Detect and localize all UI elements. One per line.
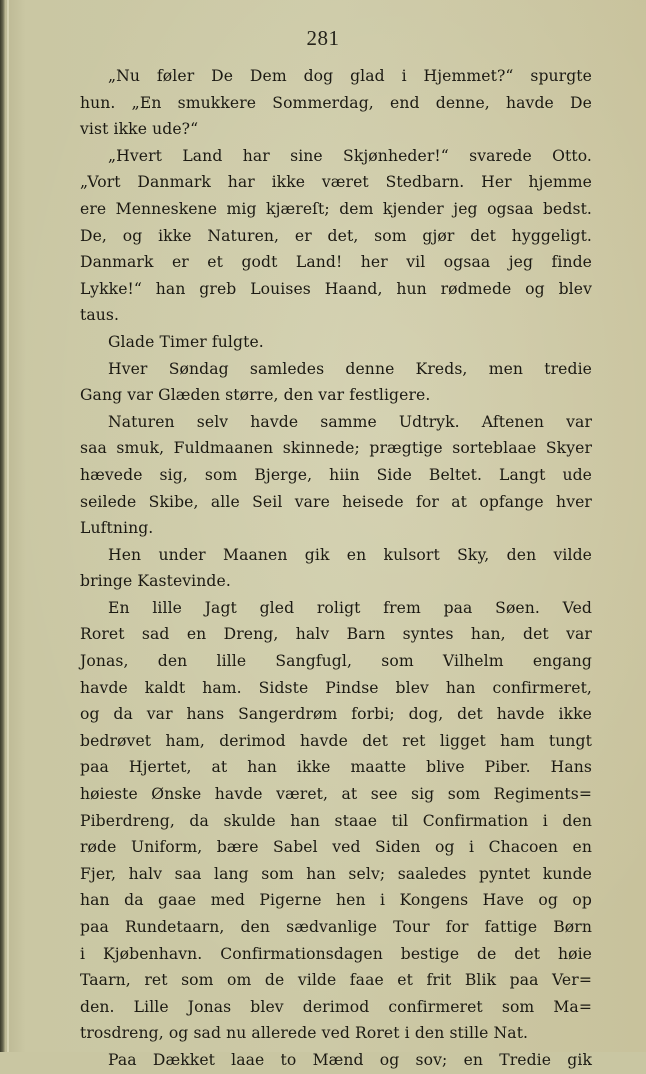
text-line: taus. (80, 306, 120, 325)
text-line: „Hvert Land har sine Skjønheder!“ svarede Otto. (108, 146, 592, 165)
text-line: „Vort Danmark har ikke været Stedbarn. Her hjemme (80, 173, 592, 192)
text-line: hævede sig, som Bjerge, hiin Side Beltet. Langt ude (80, 465, 592, 484)
text-line: Hver Søndag samledes denne Kreds, men tredie (108, 359, 592, 378)
page-edge-highlight (7, 0, 9, 1052)
text-line: saa smuk, Fuldmaanen skinnede; prægtige sorteblaae Skyer (80, 439, 592, 458)
text-line: En lille Jagt gled roligt frem paa Søen. Ved (108, 598, 592, 617)
text-line: Lykke!“ han greb Louises Haand, hun rødmede og blev (80, 279, 592, 298)
body-text (80, 63, 592, 1074)
text-line: Naturen selv havde samme Udtryk. Aftenen var (108, 412, 592, 431)
text-line: Taarn, ret som om de vilde faae et frit Blik paa Ver= (80, 971, 592, 990)
paragraph (80, 595, 592, 1047)
page-number: 281 (306, 26, 340, 50)
text-line: og da var hans Sangerdrøm forbi; dog, det havde ikke (80, 705, 592, 724)
text-line: Danmark er et godt Land! her vil ogsaa jeg finde (80, 253, 592, 272)
text-line: Piberdreng, da skulde han staae til Confirmation i den (80, 811, 592, 830)
text-line: Glade Timer fulgte. (108, 332, 264, 351)
text-line: bedrøvet ham, derimod havde det ret ligget ham tungt (80, 731, 592, 750)
book-binding-edge (0, 0, 5, 1052)
text-line: trosdreng, og sad nu allerede ved Roret i den stille Nat. (80, 1024, 529, 1043)
text-line: Fjer, halv saa lang som han selv; saaledes pyntet kunde (80, 864, 592, 883)
text-line: ere Menneskene mig kjæreſt; dem kjender jeg ogsaa bedst. (80, 199, 592, 218)
text-line: havde kaldt ham. Sidste Pindse blev han confirmeret, (80, 678, 592, 697)
text-line: Paa Dækket laae to Mænd og sov; en Tredie gik (108, 1050, 592, 1069)
text-line: De, og ikke Naturen, er det, som gjør det hyggeligt. (80, 226, 592, 245)
paragraph (80, 356, 592, 409)
text-line: Jonas, den lille Sangfugl, som Vilhelm engang (80, 652, 592, 671)
text-line: „Nu føler De Dem dog glad i Hjemmet?“ spurgte (108, 67, 592, 85)
text-line: røde Uniform, bære Sabel ved Siden og i Chacoen en (80, 838, 592, 857)
paragraph (80, 409, 592, 542)
text-line: paa Rundetaarn, den sædvanlige Tour for fattige Børn (80, 918, 592, 936)
paragraph (80, 542, 592, 595)
text-line: Hen under Maanen gik en kulsort Sky, den vilde (108, 545, 592, 564)
text-line: bringe Kastevinde. (80, 572, 231, 591)
paragraph (80, 143, 592, 329)
text-line: vist ikke ude?“ (80, 120, 199, 139)
text-line: Gang var Glæden større, den var festligere. (80, 386, 431, 405)
text-line: seilede Skibe, alle Seil vare heisede for at opfange hver (80, 492, 592, 511)
text-line: høieste Ønske havde været, at see sig som Regiments= (80, 785, 592, 804)
paragraph (80, 63, 592, 143)
paragraph (80, 329, 592, 356)
text-line: paa Hjertet, at han ikke maatte blive Piber. Hans (80, 758, 592, 777)
text-line: han da gaae med Pigerne hen i Kongens Have og op (80, 891, 592, 910)
paragraph (80, 1047, 592, 1074)
text-line: i Kjøbenhavn. Confirmationsdagen bestige de det høie (80, 944, 592, 963)
text-line: den. Lille Jonas blev derimod confirmeret som Ma= (80, 997, 592, 1016)
text-line: hun. „En smukkere Sommerdag, end denne, havde De (80, 93, 592, 112)
text-line: Roret sad en Dreng, halv Barn syntes han, det var (80, 625, 592, 644)
text-line: Luftning. (80, 519, 154, 538)
